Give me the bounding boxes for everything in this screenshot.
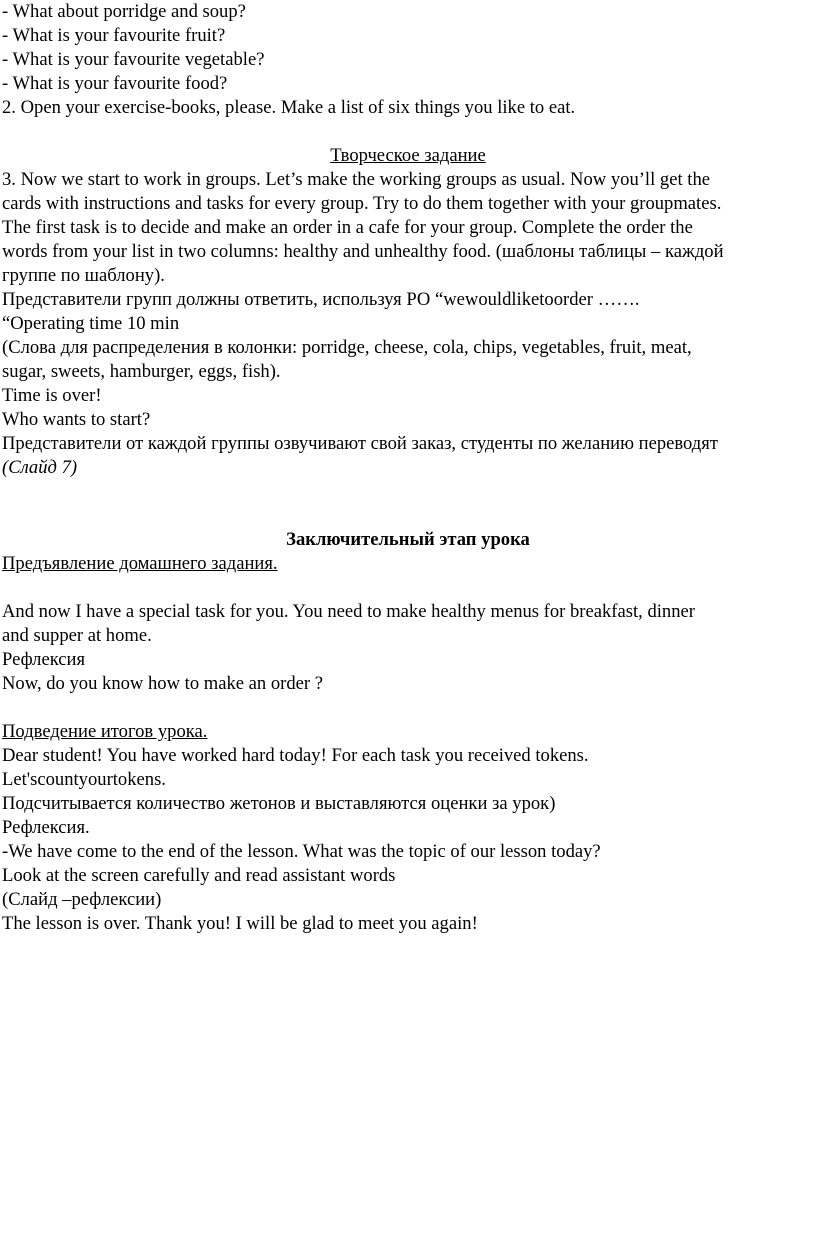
summary-line-1: Dear student! You have worked hard today! For each task you received tokens. — [2, 745, 589, 766]
summary-line-2: Let'scountyourtokens. — [2, 769, 166, 790]
homework-line-1: And now I have a special task for you. You need to make healthy menus for breakfast, dinner — [2, 601, 695, 622]
time-over: Time is over! — [2, 385, 102, 406]
intro-question-4: - What is your favourite food? — [2, 73, 228, 94]
summary-heading-row — [2, 720, 812, 744]
summary-line-3: Подсчитывается количество жетонов и выставляются оценки за урок) — [2, 793, 556, 814]
group-representatives: Представители групп должны ответить, используя РО “wewouldliketoorder ……. — [2, 289, 640, 310]
spacer — [2, 696, 812, 720]
summary-line-5: -We have come to the end of the lesson. What was the topic of our lesson today? — [2, 841, 601, 862]
task-3-line-4: words from your list in two columns: healthy and unhealthy food. (шаблоны таблицы – каждой — [2, 241, 724, 262]
words-line-2: sugar, sweets, hamburger, eggs, fish). — [2, 361, 281, 382]
task-3-line-3: The first task is to decide and make an order in a cafe for your group. Complete the order the — [2, 217, 693, 238]
words-line-1: (Слова для распределения в колонки: porridge, cheese, cola, chips, vegetables, fruit, meat, — [2, 337, 692, 358]
document-page — [2, 0, 812, 936]
intro-question-3: - What is your favourite vegetable? — [2, 49, 265, 70]
task-3-line-5: группе по шаблону). — [2, 265, 165, 286]
creative-heading-row — [0, 144, 816, 168]
operating-time: “Operating time 10 min — [2, 313, 180, 334]
spacer — [2, 576, 812, 600]
spacer — [2, 480, 812, 528]
task-2: 2. Open your exercise-books, please. Make a list of six things you like to eat. — [2, 97, 576, 118]
who-wants-to-start: Who wants to start? — [2, 409, 151, 430]
task-3-line-1: 3. Now we start to work in groups. Let’s make the working groups as usual. Now you’ll get the — [2, 169, 710, 190]
spacer — [2, 120, 812, 144]
slide-7: (Слайд 7) — [2, 457, 78, 478]
homework-heading-row — [2, 552, 812, 576]
homework-heading: Предъявление домашнего задания. — [2, 553, 278, 574]
homework-line-2: and supper at home. — [2, 625, 152, 646]
summary-line-6: Look at the screen carefully and read assistant words — [2, 865, 396, 886]
summary-line-4: Рефлексия. — [2, 817, 90, 838]
summary-line-7: (Слайд –рефлексии) — [2, 889, 162, 910]
intro-question-1: - What about porridge and soup? — [2, 1, 246, 22]
summary-line-8: The lesson is over. Thank you! I will be glad to meet you again! — [2, 913, 478, 934]
final-stage-heading: Заключительный этап урока — [286, 529, 530, 550]
creative-task-heading: Творческое задание — [330, 145, 486, 166]
summary-heading: Подведение итогов урока. — [2, 721, 208, 742]
task-3-line-2: cards with instructions and tasks for every group. Try to do them together with your groupmates. — [2, 193, 722, 214]
reflection-label: Рефлексия — [2, 649, 86, 670]
reflection-question: Now, do you know how to make an order ? — [2, 673, 324, 694]
representatives-voice: Представители от каждой группы озвучивают свой заказ, студенты по желанию переводят — [2, 433, 718, 454]
intro-question-2: - What is your favourite fruit? — [2, 25, 226, 46]
